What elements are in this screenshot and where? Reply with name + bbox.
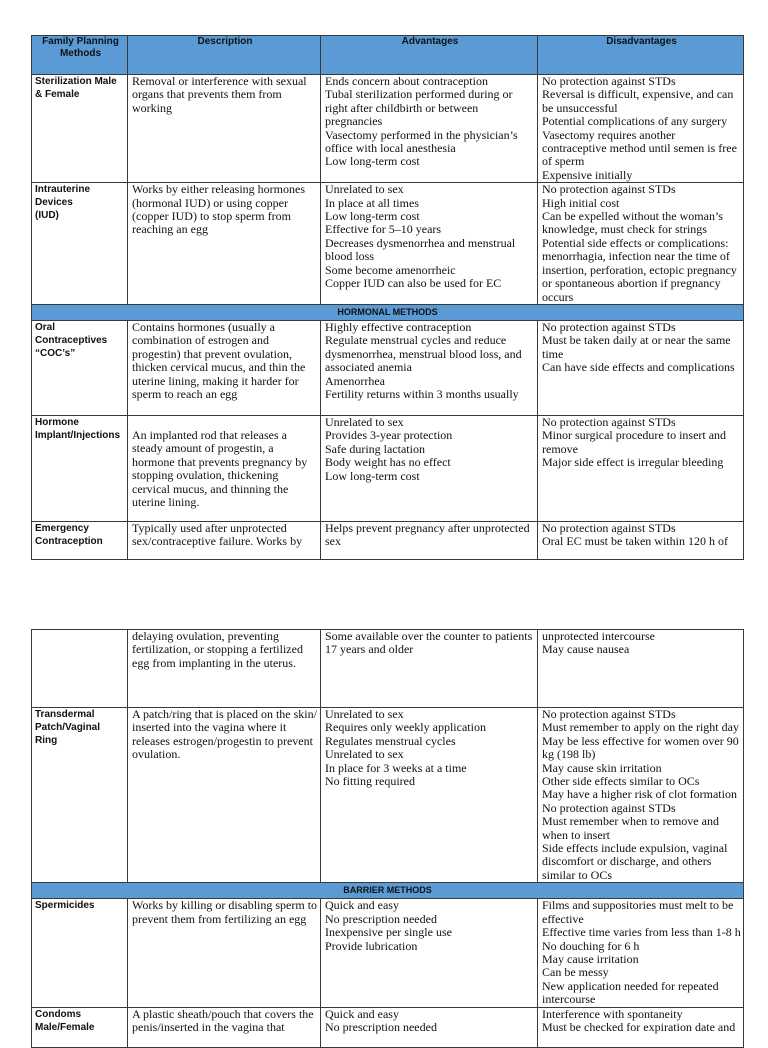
list-item: Regulates menstrual cycles [325, 733, 456, 748]
list-item: May cause skin irritation [542, 760, 662, 775]
list-item: No protection against STDs [542, 707, 676, 721]
list-item: Must remember when to remove and when to insert [542, 814, 719, 842]
list-item: Major side effect is irregular bleeding [542, 455, 724, 470]
section-title: HORMONAL METHODS [32, 304, 744, 320]
advantages-condoms [321, 1007, 538, 1047]
method-label: “COC’s” [35, 347, 76, 359]
method-empty [32, 630, 128, 708]
description-oral: Contains hormones (usually a combination of estrogen and progestin) that prevent ovulation, thicken cervical mucus, and thin the uterine lining, making it harder for sperm to reach an egg [128, 320, 321, 415]
advantages-oral [321, 320, 538, 415]
list-item: Amenorrhea [325, 373, 385, 388]
list-item: Highly effective contraception [325, 319, 472, 334]
list-item: Decreases dysmenorrhea and menstrual blood loss [325, 235, 516, 264]
list-item: No protection against STDs [542, 800, 676, 815]
advantages-patch [321, 708, 538, 883]
list-item: No protection against STDs [542, 182, 676, 197]
list-item: Can have side effects and complications [542, 360, 735, 375]
header-advantages: Advantages [321, 36, 538, 75]
list-item: No protection against STDs [542, 414, 676, 429]
list-item: Effective for 5–10 years [325, 222, 442, 237]
method-label: Hormone [35, 416, 79, 428]
list-item: Unrelated to sex [325, 707, 404, 721]
advantages-sterilization [321, 75, 538, 183]
method-oral-contraceptives [32, 320, 128, 415]
disadvantages-condoms [538, 1007, 744, 1047]
list-item: In place at all times [325, 195, 419, 210]
list-item: Unrelated to sex [325, 414, 404, 429]
header-description: Description [128, 36, 321, 75]
list-item: Side effects include expulsion, vaginal discomfort or discharge, and others similar to OCs [542, 841, 728, 882]
list-item: Body weight has no effect [325, 455, 451, 470]
list-item: Effective time varies from less than 1-8 h [542, 925, 741, 940]
list-item: Oral EC must be taken within 120 h of [542, 534, 728, 549]
list-item: Regulate menstrual cycles and reduce dysmenorrhea, menstrual blood loss, and associated anemia [325, 333, 522, 375]
family-planning-table-page1 [31, 35, 744, 560]
table-header-row [32, 36, 744, 75]
list-item: Low long-term cost [325, 209, 420, 224]
description-implant: An implanted rod that releases a steady amount of progestin, a hormone that prevents pregnancy by stopping ovulation, thickening cervical mucus, and thinning the uterine lining. [128, 415, 321, 521]
disadvantages-emergency-cont [538, 630, 744, 708]
list-item: Tubal sterilization performed during or right after childbirth or between pregnancies [325, 87, 513, 129]
list-item: Must remember to apply on the right day [542, 720, 739, 735]
disadvantages-implant [538, 415, 744, 521]
list-item: May have a higher risk of clot formation [542, 787, 737, 802]
list-item: Can be expelled without the woman’s knowledge, must check for strings [542, 209, 723, 237]
method-iud [32, 183, 128, 305]
method-label: Contraception [35, 535, 103, 547]
list-item: Expensive initially [542, 167, 633, 182]
disadvantages-sterilization [538, 75, 744, 183]
list-item: Some available over the counter to patients 17 years and older [325, 629, 533, 657]
list-item: Other side effects similar to OCs [542, 774, 700, 789]
list-item: In place for 3 weeks at a time [325, 760, 467, 775]
list-item: Potential complications of any surgery [542, 114, 728, 129]
table-row [32, 183, 744, 305]
list-item: Must be checked for expiration date and [542, 1019, 736, 1034]
method-sterilization: Sterilization Male & Female [32, 75, 128, 183]
method-label: (IUD) [35, 210, 59, 222]
list-item: Copper IUD can also be used for EC [325, 276, 502, 291]
method-label: Condoms [35, 1008, 82, 1020]
description-patch: A patch/ring that is placed on the skin/ inserted into the vagina where it releases estrogen/progestin to prevent ovulation. [128, 708, 321, 883]
advantages-spermicides [321, 899, 538, 1007]
list-item: unprotected intercourse [542, 629, 655, 643]
advantages-emergency-cont [321, 630, 538, 708]
description-iud: Works by either releasing hormones (hormonal IUD) or using copper (copper IUD) to stop sperm from reaching an egg [128, 183, 321, 305]
header-disadvantages: Disadvantages [538, 36, 744, 75]
list-item: Unrelated to sex [325, 747, 404, 762]
list-item: Quick and easy [325, 898, 399, 913]
description-sterilization: Removal or interference with sexual organs that prevents them from working [128, 75, 321, 183]
disadvantages-spermicides [538, 899, 744, 1007]
list-item: Provide lubrication [325, 938, 418, 953]
table-row [32, 899, 744, 1007]
list-item: No prescription needed [325, 1019, 437, 1034]
disadvantages-iud [538, 183, 744, 305]
advantages-emergency [321, 521, 538, 559]
list-item: No protection against STDs [542, 74, 676, 88]
table-row [32, 75, 744, 183]
list-item: High initial cost [542, 195, 620, 210]
list-item: Vasectomy performed in the physician’s office with local anesthesia [325, 127, 518, 156]
method-label: Transdermal [35, 709, 95, 720]
list-item: May cause irritation [542, 951, 639, 966]
method-label: Oral [35, 321, 56, 333]
method-emergency-contraception [32, 521, 128, 559]
list-item: New application needed for repeated intercourse [542, 978, 719, 1007]
list-item: No douching for 6 h [542, 938, 640, 953]
section-title: BARRIER METHODS [32, 883, 744, 899]
list-item: Unrelated to sex [325, 182, 404, 197]
table-row [32, 415, 744, 521]
method-spermicides: Spermicides [32, 899, 128, 1007]
method-label: Male/Female [35, 1021, 95, 1033]
list-item: Fertility returns within 3 months usually [325, 386, 519, 401]
advantages-implant [321, 415, 538, 521]
list-item: No fitting required [325, 774, 415, 789]
list-item: Low long-term cost [325, 154, 420, 169]
disadvantages-patch [538, 708, 744, 883]
list-item: Ends concern about contraception [325, 74, 488, 88]
list-item: May cause nausea [542, 642, 630, 657]
description-spermicides: Works by killing or disabling sperm to prevent them from fertilizing an egg [128, 899, 321, 1007]
list-item: Minor surgical procedure to insert and remove [542, 428, 727, 456]
section-hormonal-methods [32, 304, 744, 320]
list-item: Safe during lactation [325, 441, 425, 456]
list-item: Reversal is difficult, expensive, and can be unsuccessful [542, 87, 734, 115]
list-item: Quick and easy [325, 1006, 399, 1021]
method-label: Patch/Vaginal Ring [35, 722, 101, 746]
method-label: Contraceptives [35, 334, 108, 346]
table-row [32, 1007, 744, 1047]
list-item: Potential side effects or complications: menorrhagia, infection near the time of insertion, perforation, ectopic pregnancy or spontaneous abortion if pregnancy occurs [542, 235, 737, 304]
list-item: Vasectomy requires another contraceptive method until semen is free of sperm [542, 127, 737, 169]
description-emergency-cont: delaying ovulation, preventing fertilization, or stopping a fertilized egg from implanting in the uterus. [128, 630, 321, 708]
disadvantages-emergency [538, 521, 744, 559]
disadvantages-oral [538, 320, 744, 415]
method-condoms [32, 1007, 128, 1047]
list-item: Helps prevent pregnancy after unprotected sex [325, 520, 530, 549]
list-item: No protection against STDs [542, 319, 676, 334]
method-label: Implant/Injections [35, 429, 121, 441]
list-item: Interference with spontaneity [542, 1006, 683, 1021]
list-item: May be less effective for women over 90 kg (198 lb) [542, 733, 739, 762]
list-item: Inexpensive per single use [325, 925, 452, 940]
list-item: Provides 3-year protection [325, 428, 453, 443]
list-item: No prescription needed [325, 911, 437, 926]
description-condoms: A plastic sheath/pouch that covers the penis/inserted in the vagina that [128, 1007, 321, 1047]
table-row [32, 630, 744, 708]
list-item: No protection against STDs [542, 520, 676, 535]
table-row [32, 708, 744, 883]
list-item: Must be taken daily at or near the same time [542, 333, 731, 361]
section-barrier-methods [32, 883, 744, 899]
family-planning-table-page2 [31, 629, 744, 1048]
method-hormone-implant [32, 415, 128, 521]
method-label: Intrauterine [35, 184, 91, 196]
table-row [32, 521, 744, 559]
description-emergency: Typically used after unprotected sex/contraceptive failure. Works by [128, 521, 321, 559]
method-transdermal [32, 708, 128, 883]
header-method: Family Planning Methods [32, 36, 128, 75]
table-row [32, 320, 744, 415]
list-item: Films and suppositories must melt to be effective [542, 898, 734, 926]
advantages-iud [321, 183, 538, 305]
list-item: Some become amenorrheic [325, 262, 456, 277]
list-item: Requires only weekly application [325, 720, 486, 735]
method-label: Devices [35, 197, 73, 209]
list-item: Can be messy [542, 965, 609, 980]
list-item: Low long-term cost [325, 468, 420, 483]
method-label: Emergency [35, 522, 89, 534]
